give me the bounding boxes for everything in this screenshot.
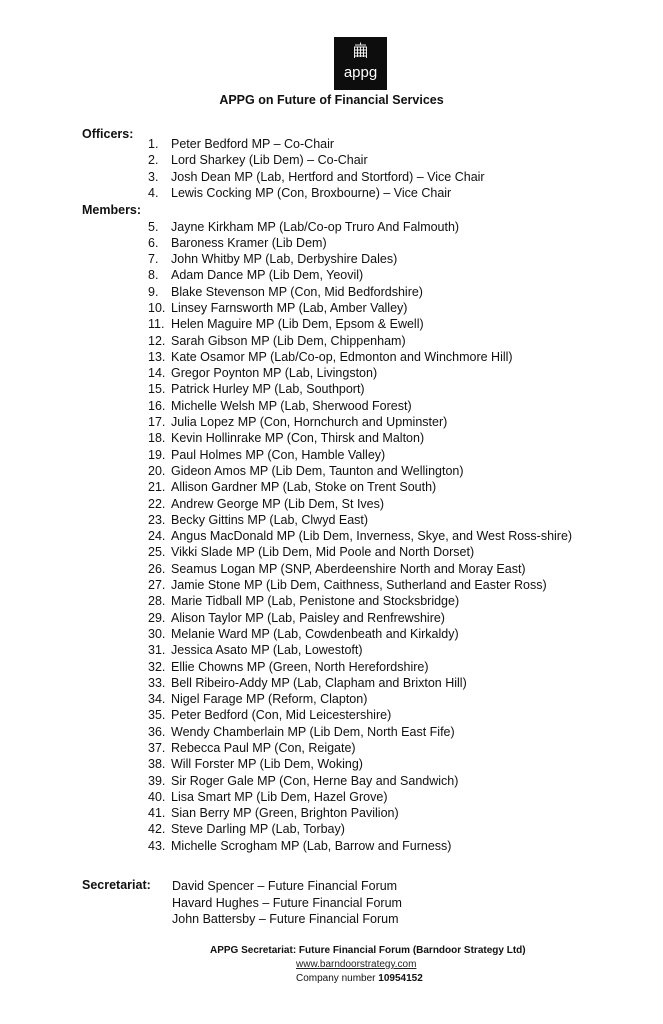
item-text: Kate Osamor MP (Lab/Co-op, Edmonton and Winchmore Hill): [171, 349, 513, 364]
list-item: [148, 707, 572, 723]
item-number: 20.: [148, 463, 166, 478]
list-item: [148, 185, 485, 201]
item-number: 30.: [148, 626, 166, 641]
list-item: [148, 659, 572, 675]
item-number: 12.: [148, 333, 166, 348]
item-number: 35.: [148, 708, 166, 723]
item-text: Bell Ribeiro-Addy MP (Lab, Clapham and Brixton Hill): [171, 675, 467, 690]
item-number: 31.: [148, 643, 166, 658]
item-text: Gregor Poynton MP (Lab, Livingston): [171, 366, 378, 381]
item-text: Peter Bedford (Con, Mid Leicestershire): [171, 708, 392, 723]
item-number: 42.: [148, 822, 166, 837]
secretariat-list: [172, 878, 402, 928]
item-text: Michelle Welsh MP (Lab, Sherwood Forest): [171, 398, 412, 413]
item-number: 25.: [148, 545, 166, 560]
list-item: [148, 496, 572, 512]
item-text: Rebecca Paul MP (Con, Reigate): [171, 741, 356, 755]
company-number-line: [296, 972, 423, 986]
secretariat-member: Havard Hughes – Future Financial Forum: [172, 895, 402, 910]
item-number: 14.: [148, 366, 166, 381]
page-title: APPG on Future of Financial Services: [219, 93, 444, 107]
item-text: Julia Lopez MP (Con, Hornchurch and Upminster): [171, 415, 448, 430]
list-item: [148, 447, 572, 463]
list-item: [148, 267, 572, 283]
list-item: [148, 724, 572, 740]
list-item: [148, 251, 572, 267]
item-number: 40.: [148, 789, 166, 804]
item-number: 16.: [148, 398, 166, 413]
item-text: Lisa Smart MP (Lib Dem, Hazel Grove): [171, 789, 388, 804]
list-item: [148, 610, 572, 626]
item-number: 23.: [148, 512, 166, 527]
item-text: Marie Tidball MP (Lab, Penistone and Stocksbridge): [171, 594, 460, 609]
list-item: [148, 561, 572, 577]
item-text: Steve Darling MP (Lab, Torbay): [171, 822, 345, 837]
item-text: Allison Gardner MP (Lab, Stoke on Trent South): [171, 480, 437, 495]
item-number: 17.: [148, 415, 166, 430]
list-item: [148, 740, 572, 756]
list-item: [148, 365, 572, 381]
list-item: [148, 838, 572, 854]
item-text: Patrick Hurley MP (Lab, Southport): [171, 382, 365, 397]
item-text: Jamie Stone MP (Lib Dem, Caithness, Sutherland and Easter Ross): [171, 578, 547, 593]
item-number: 9.: [148, 284, 159, 299]
item-text: Jessica Asato MP (Lab, Lowestoft): [171, 643, 363, 658]
item-text: Lord Sharkey (Lib Dem) – Co-Chair: [171, 153, 368, 168]
item-number: 3.: [148, 169, 159, 184]
item-number: 34.: [148, 692, 166, 707]
list-item: [148, 300, 572, 316]
item-text: Lewis Cocking MP (Con, Broxbourne) – Vice Chair: [171, 185, 452, 200]
item-number: 1.: [148, 137, 159, 151]
item-number: 6.: [148, 235, 159, 250]
portcullis-icon: [353, 42, 368, 59]
item-number: 32.: [148, 659, 166, 674]
item-text: Becky Gittins MP (Lab, Clwyd East): [171, 512, 369, 527]
item-number: 13.: [148, 349, 166, 364]
item-text: Ellie Chowns MP (Green, North Herefordshire): [171, 659, 429, 674]
item-text: Seamus Logan MP (SNP, Aberdeenshire North and Moray East): [171, 561, 526, 576]
officers-label: Officers:: [82, 127, 134, 141]
logo-text: appg: [343, 64, 378, 81]
list-item: [148, 381, 572, 397]
item-number: 7.: [148, 252, 159, 267]
item-text: Vikki Slade MP (Lib Dem, Mid Poole and North Dorset): [171, 545, 475, 560]
secretariat-member: David Spencer – Future Financial Forum: [172, 879, 398, 893]
item-number: 21.: [148, 480, 166, 495]
list-item: [148, 479, 572, 495]
list-item: [148, 577, 572, 593]
members-list: [148, 219, 572, 855]
list-item: [148, 219, 572, 235]
item-number: 8.: [148, 268, 159, 283]
list-item: [148, 512, 572, 528]
list-item: [148, 805, 572, 821]
item-number: 2.: [148, 153, 159, 168]
website-link[interactable]: www.barndoorstrategy.com: [296, 959, 417, 970]
item-text: Blake Stevenson MP (Con, Mid Bedfordshire): [171, 284, 423, 299]
item-number: 18.: [148, 431, 166, 446]
item-number: 26.: [148, 561, 166, 576]
footer-secretariat-line: APPG Secretariat: Future Financial Forum (Barndoor Strategy Ltd): [210, 945, 526, 956]
item-number: 4.: [148, 185, 159, 200]
list-item: [148, 152, 485, 168]
list-item: [148, 414, 572, 430]
item-text: Wendy Chamberlain MP (Lib Dem, North East Fife): [171, 724, 455, 739]
list-item: [148, 691, 572, 707]
item-number: 27.: [148, 578, 166, 593]
list-item: [148, 821, 572, 837]
item-number: 11.: [148, 317, 165, 332]
list-item: [148, 463, 572, 479]
item-text: Adam Dance MP (Lib Dem, Yeovil): [171, 268, 364, 283]
item-number: 43.: [148, 838, 166, 853]
item-text: Kevin Hollinrake MP (Con, Thirsk and Malton): [171, 431, 425, 446]
appg-logo: [334, 37, 387, 90]
item-text: Helen Maguire MP (Lib Dem, Epsom & Ewell): [171, 317, 424, 332]
list-item: [148, 528, 572, 544]
item-text: Melanie Ward MP (Lab, Cowdenbeath and Kirkaldy): [171, 626, 459, 641]
item-text: Jayne Kirkham MP (Lab/Co-op Truro And Falmouth): [171, 219, 460, 234]
members-label: Members:: [82, 203, 142, 217]
item-number: 41.: [148, 806, 166, 821]
item-number: 19.: [148, 447, 166, 462]
list-item: [148, 136, 485, 152]
item-number: 5.: [148, 219, 159, 234]
item-text: Paul Holmes MP (Con, Hamble Valley): [171, 447, 386, 462]
list-item: [148, 626, 572, 642]
item-text: Peter Bedford MP – Co-Chair: [171, 137, 335, 151]
secretariat-member: John Battersby – Future Financial Forum: [172, 912, 399, 926]
item-number: 38.: [148, 757, 166, 772]
list-item: [148, 284, 572, 300]
list-item: [148, 773, 572, 789]
list-item: [148, 593, 572, 609]
company-number-label: Company number: [296, 973, 379, 984]
company-number: 10954152: [378, 973, 423, 984]
item-text: Angus MacDonald MP (Lib Dem, Inverness, Skye, and West Ross-shire): [171, 529, 573, 544]
list-item: [148, 349, 572, 365]
list-item: [148, 333, 572, 349]
item-text: Sarah Gibson MP (Lib Dem, Chippenham): [171, 333, 406, 348]
list-item: [148, 235, 572, 251]
item-number: 15.: [148, 382, 166, 397]
item-number: 28.: [148, 594, 166, 609]
item-number: 24.: [148, 529, 166, 544]
item-text: Alison Taylor MP (Lab, Paisley and Renfrewshire): [171, 610, 445, 625]
item-number: 22.: [148, 496, 166, 511]
item-text: Sian Berry MP (Green, Brighton Pavilion): [171, 806, 399, 821]
item-text: Andrew George MP (Lib Dem, St Ives): [171, 496, 385, 511]
item-text: Linsey Farnsworth MP (Lab, Amber Valley): [171, 300, 408, 315]
list-item: [148, 398, 572, 414]
item-text: Will Forster MP (Lib Dem, Woking): [171, 757, 363, 772]
item-text: Sir Roger Gale MP (Con, Herne Bay and Sandwich): [171, 773, 459, 788]
item-number: 39.: [148, 773, 166, 788]
item-number: 36.: [148, 724, 166, 739]
item-number: 29.: [148, 610, 166, 625]
secretariat-label: Secretariat:: [82, 878, 151, 892]
list-item: [148, 169, 485, 185]
officers-list: [148, 136, 485, 201]
list-item: [148, 544, 572, 560]
item-text: Gideon Amos MP (Lib Dem, Taunton and Wellington): [171, 463, 464, 478]
list-item: [148, 789, 572, 805]
item-text: Nigel Farage MP (Reform, Clapton): [171, 692, 368, 707]
list-item: [148, 430, 572, 446]
list-item: [148, 675, 572, 691]
list-item: [148, 316, 572, 332]
item-number: 10.: [148, 300, 166, 315]
item-text: Michelle Scrogham MP (Lab, Barrow and Furness): [171, 838, 452, 853]
item-number: 37.: [148, 741, 166, 755]
item-text: Josh Dean MP (Lab, Hertford and Stortford) – Vice Chair: [171, 169, 485, 184]
item-text: John Whitby MP (Lab, Derbyshire Dales): [171, 252, 398, 267]
list-item: [148, 756, 572, 772]
item-number: 33.: [148, 675, 166, 690]
list-item: [148, 642, 572, 658]
item-text: Baroness Kramer (Lib Dem): [171, 235, 327, 250]
